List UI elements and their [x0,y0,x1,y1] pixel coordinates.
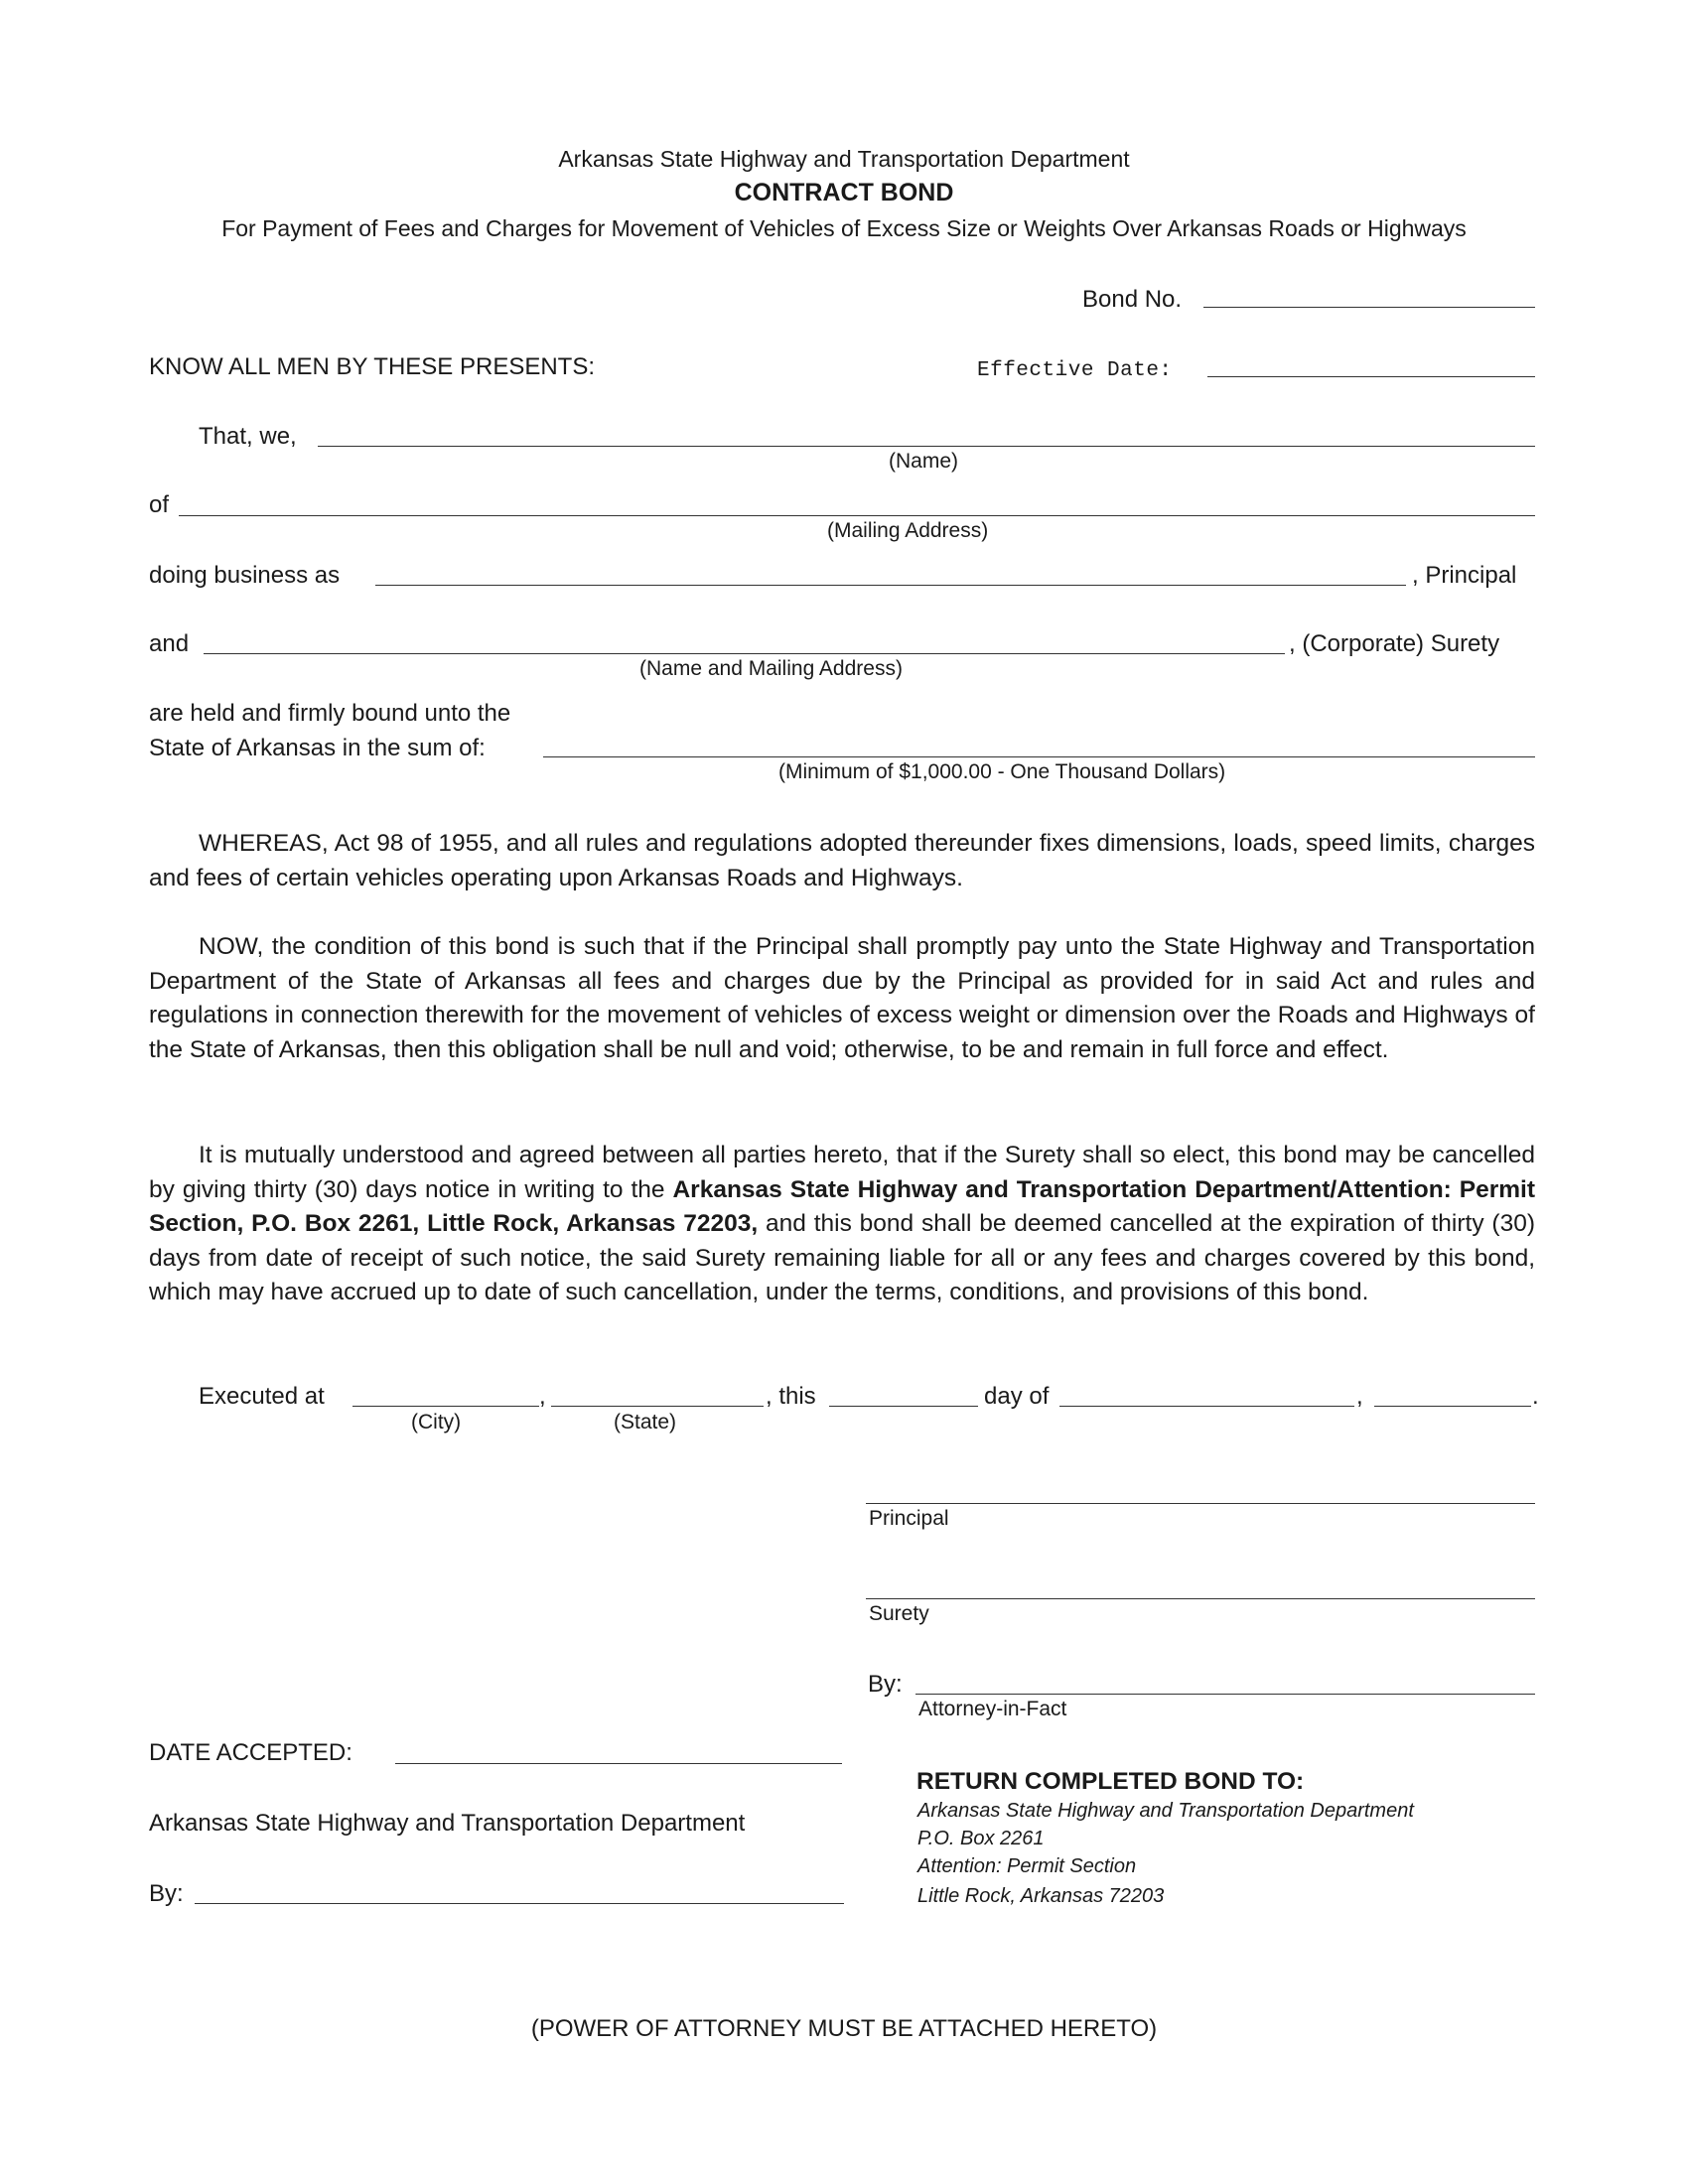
accepting-agency: Arkansas State Highway and Transportation Department [149,1810,746,1837]
day-field[interactable] [829,1406,978,1407]
bond-no-label: Bond No. [1082,286,1183,313]
mutual-text-end: and this bond shall be deemed cancelled at the expiration of thirty (30) days from date of receipt of such notice, the said Surety remaining liable for all or any fees and charges covered by this bond, which may have accrued up to date of such cancellation, under the terms, conditions, and provisions of this bond. [149,1210,1535,1306]
whereas-text: WHEREAS, Act 98 of 1955, and all rules and regulations adopted thereunder fixes dimensions, loads, speed limits, charges and fees of certain vehicles operating upon Arkansas Roads and Highways. [149,830,1535,891]
minimum-caption: (Minimum of $1,000.00 - One Thousand Dollars) [778,760,1226,783]
bond-no-field[interactable] [1203,307,1535,308]
whereas-paragraph [149,827,1535,898]
dba-field[interactable] [375,585,1406,586]
state-caption: (State) [614,1411,677,1433]
surety-by-label: By: [868,1671,903,1698]
month-field[interactable] [1059,1406,1354,1407]
principal-signature-field[interactable] [866,1503,1535,1504]
surety-caption: Surety [869,1602,929,1625]
mutual-paragraph [149,1139,1535,1347]
name-field[interactable] [318,446,1535,447]
city-field[interactable] [352,1406,539,1407]
execution-comma-2: , [1356,1383,1363,1410]
bond-sum-field[interactable] [543,756,1535,757]
executed-at-label: Executed at [199,1383,325,1410]
state-field[interactable] [551,1406,764,1407]
mutual-text-start: It is mutually understood and agreed between all parties hereto, that if the Surety shall so elect, this bond may be cancelled by giving thirty (30) days notice in writing to the [149,1142,1535,1203]
dba-label: doing business as [149,562,341,589]
form-subtitle: For Payment of Fees and Charges for Movement of Vehicles of Excess Size or Weights Over Arkansas Roads or Highways [221,215,1467,241]
effective-date-label: Effective Date: [977,359,1173,382]
return-line-4: Little Rock, Arkansas 72203 [917,1885,1165,1907]
year-field[interactable] [1374,1406,1531,1407]
agency-signature-field[interactable] [195,1903,844,1904]
return-line-1: Arkansas State Highway and Transportation Department [917,1800,1414,1822]
execution-comma-1: , [539,1383,546,1410]
return-line-3: Attention: Permit Section [917,1855,1137,1877]
name-caption: (Name) [889,450,959,473]
surety-field[interactable] [204,653,1285,654]
execution-day-of: day of [984,1383,1050,1410]
return-line-2: P.O. Box 2261 [917,1828,1045,1849]
agency-header: Arkansas State Highway and Transportation Department [558,146,1130,172]
surety-signature-field[interactable] [866,1598,1535,1599]
surety-suffix: , (Corporate) Surety [1289,630,1500,657]
date-accepted-label: DATE ACCEPTED: [149,1739,352,1766]
agency-by-label: By: [149,1880,184,1907]
principal-suffix: , Principal [1412,562,1517,589]
and-label: and [149,630,190,657]
form-title: CONTRACT BOND [734,179,954,206]
now-paragraph [149,930,1535,1105]
now-text: NOW, the condition of this bond is such that if the Principal shall promptly pay unto the State Highway and Transportation Department of the State of Arkansas all fees and charges due by the Principal as provided for in said Act and rules and regulations in connection therewith for the movement of vehicles of excess weight or dimension over the Roads and Highways of the State of Arkansas, then this obligation shall be null and void; otherwise, to be and remain in full force and effect. [149,933,1535,1063]
date-accepted-field[interactable] [395,1763,842,1764]
mailing-address-field[interactable] [179,515,1535,516]
held-line-2: State of Arkansas in the sum of: [149,735,486,761]
know-all-heading: KNOW ALL MEN BY THESE PRESENTS: [149,353,596,380]
city-caption: (City) [411,1411,462,1433]
attorney-caption: Attorney-in-Fact [918,1698,1067,1720]
return-heading: RETURN COMPLETED BOND TO: [916,1768,1305,1795]
effective-date-field[interactable] [1207,376,1535,377]
of-label: of [149,491,170,518]
held-line-1: are held and firmly bound unto the [149,700,511,727]
execution-this: , this [766,1383,816,1410]
mutual-text-address: Arkansas State Highway and Transportation Department/Attention: Permit Section, P.O. Box 2261, Little Rock, Arkansas 72203, [149,1175,1536,1238]
that-we-label: That, we, [199,423,297,450]
attorney-signature-field[interactable] [915,1694,1535,1695]
power-of-attorney-note: (POWER OF ATTORNEY MUST BE ATTACHED HERETO) [530,2015,1158,2042]
principal-caption: Principal [869,1507,949,1530]
name-mailing-caption: (Name and Mailing Address) [639,657,903,680]
mailing-address-caption: (Mailing Address) [827,519,989,542]
execution-period: . [1532,1383,1539,1410]
